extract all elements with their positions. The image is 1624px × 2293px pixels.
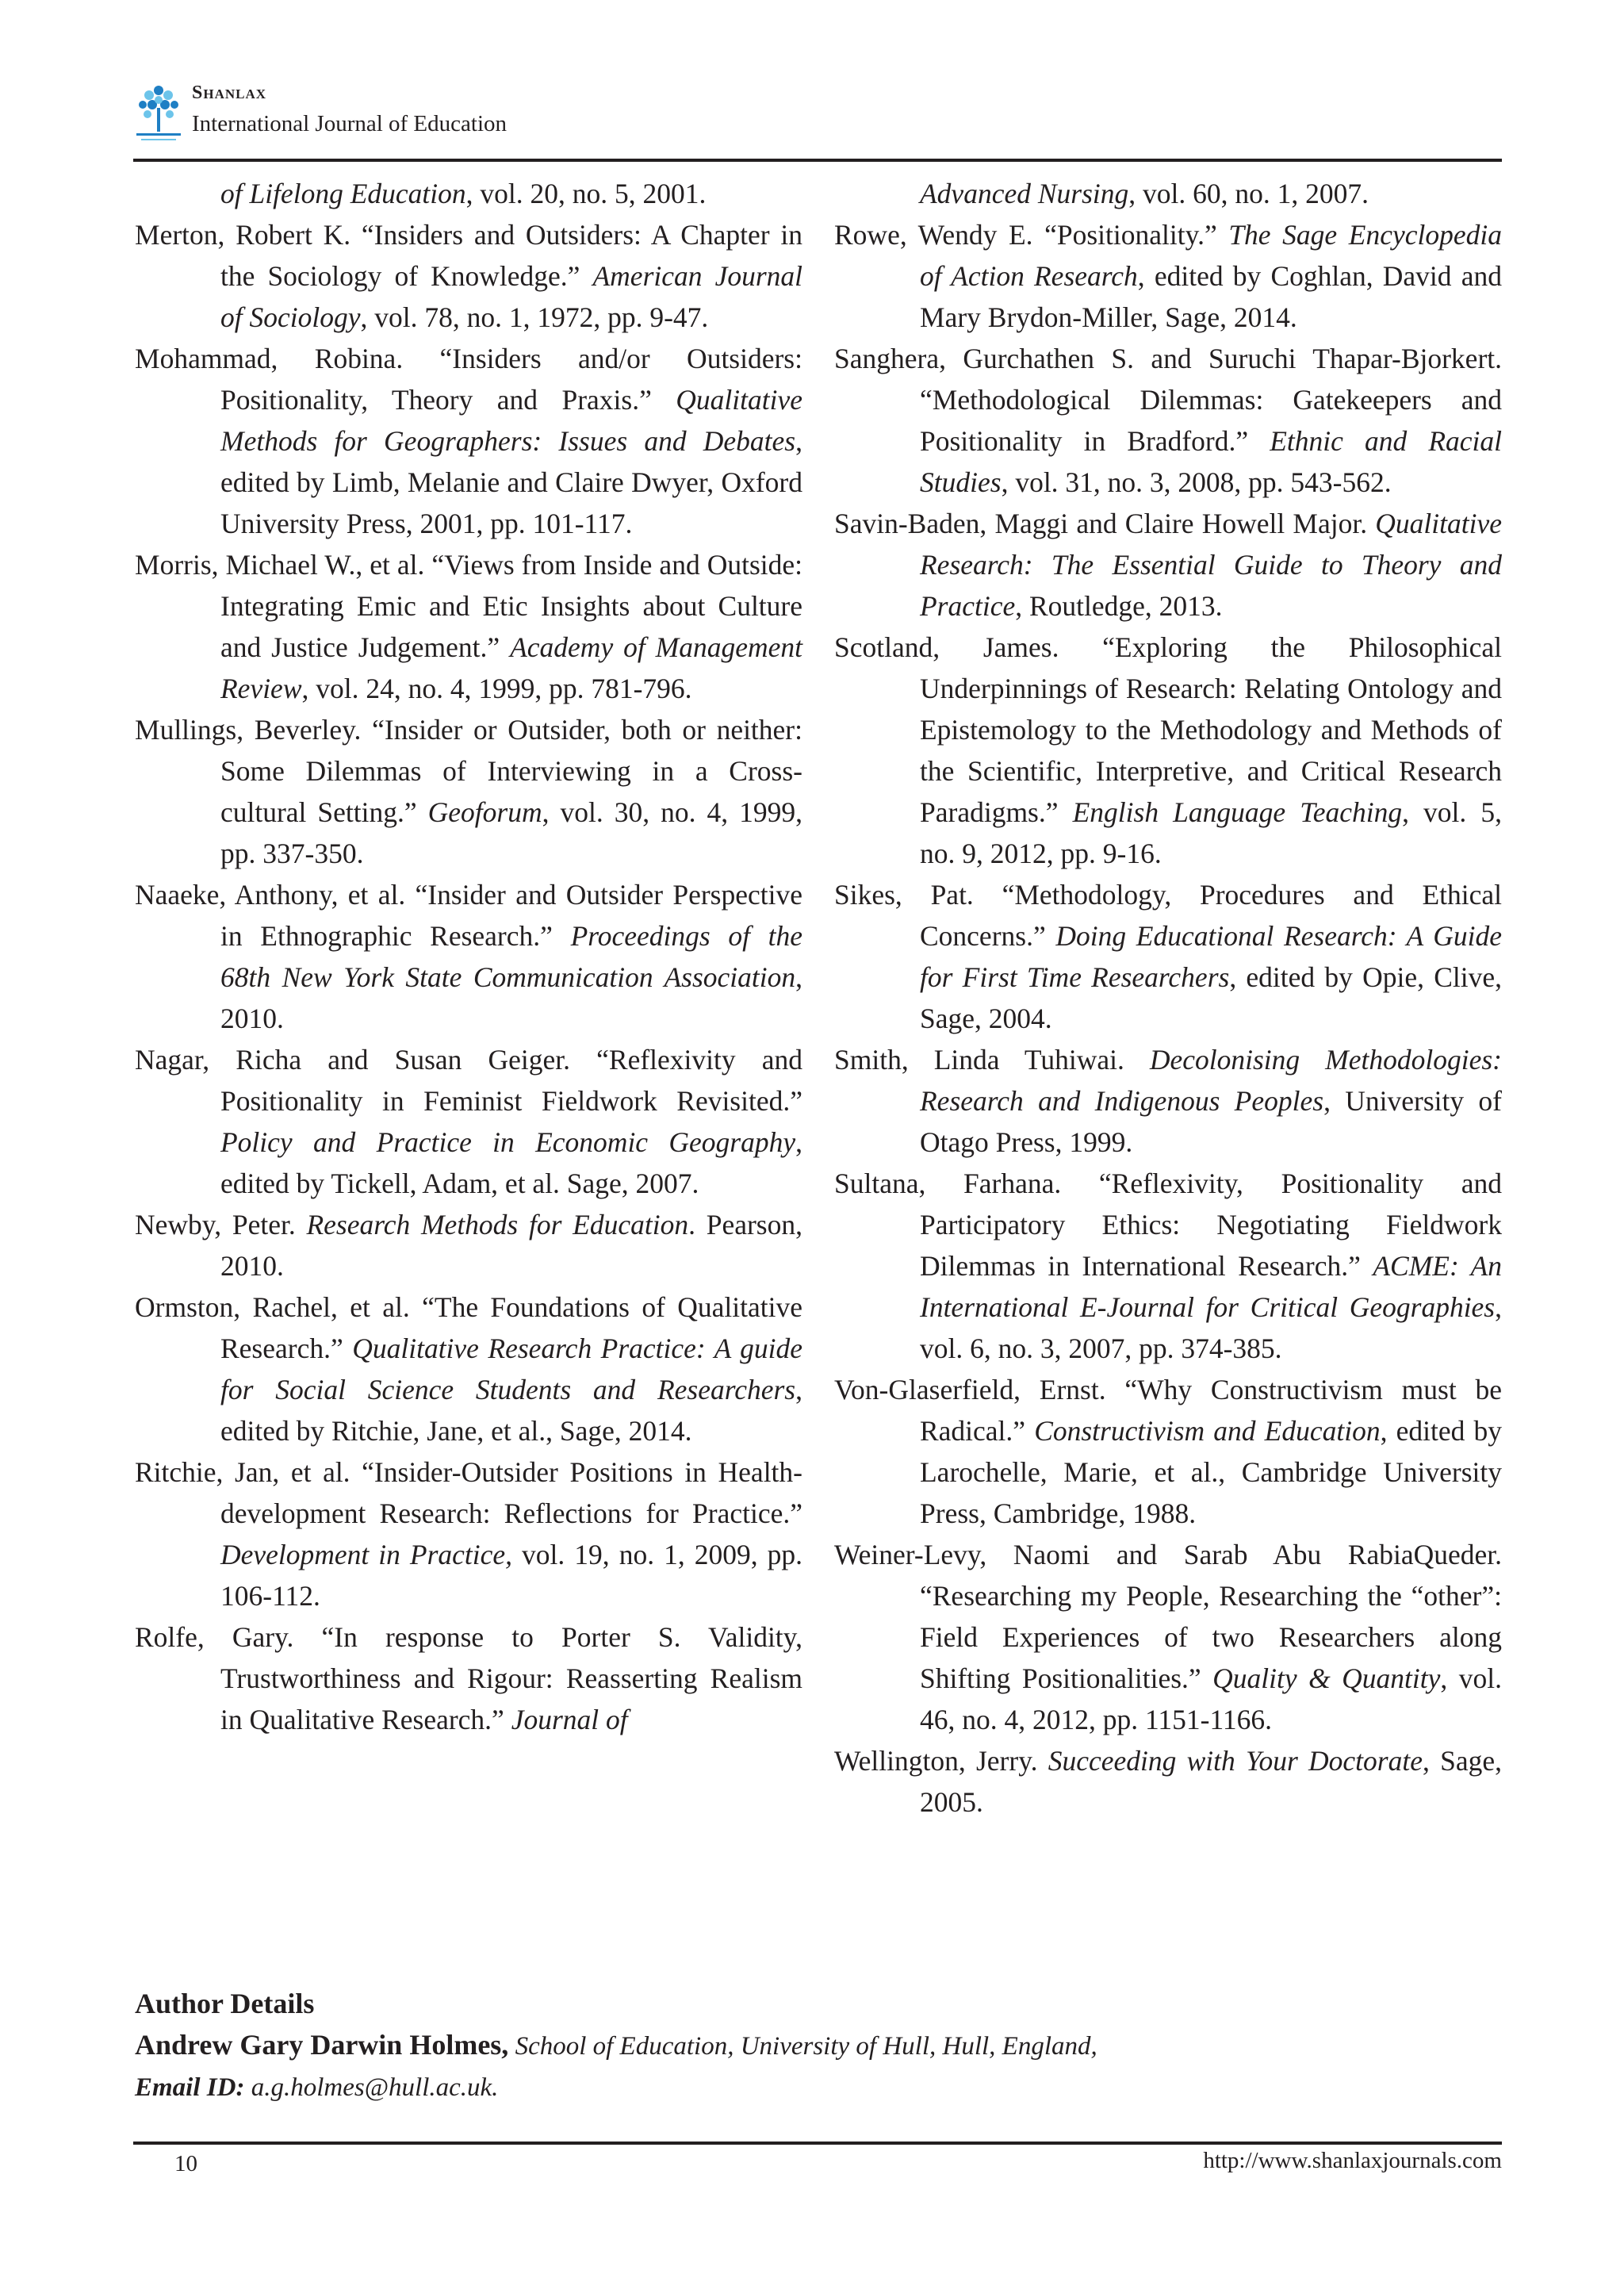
reference-entry <box>135 544 802 709</box>
journal-title: International Journal of Education <box>192 111 508 136</box>
reference-text: , edited by Opie, Clive, Sage, 2004. <box>920 961 1502 1034</box>
reference-text: Newby, Peter. <box>135 1209 307 1240</box>
reference-text: , Sage, 2005. <box>920 1745 1502 1818</box>
reference-text: , vol. 46, no. 4, 2012, pp. 1151-1166. <box>920 1662 1502 1735</box>
reference-continuation <box>834 173 1502 214</box>
reference-title: English Language Teaching <box>1072 796 1403 828</box>
reference-title: Doing Educational Research: A Guide for First Time Researchers <box>920 920 1503 993</box>
email-label: Email ID: <box>135 2073 245 2102</box>
reference-text: Morris, Michael W., et al. “Views from Inside and Outside: Integrating Emic and Etic Insights about Culture and Justice Judgement.” <box>135 549 802 663</box>
reference-text: , vol. 24, no. 4, 1999, pp. 781-796. <box>301 673 692 704</box>
reference-text: Wellington, Jerry. <box>834 1745 1048 1777</box>
journal-url-link[interactable]: http://www.shanlaxjournals.com <box>1203 2148 1502 2173</box>
reference-title: Qualitative Research: The Essential Guide to Theory and Practice <box>920 508 1502 622</box>
reference-text: Scotland, James. “Exploring the Philosophical Underpinnings of Research: Relating Ontology and Epistemology to the Methodology and Methods of the Scientific, Interpretive, and Critical Research Paradigms.” <box>834 631 1502 828</box>
reference-entry <box>834 1163 1502 1369</box>
reference-title: Decolonising Methodologies: Research and Indigenous Peoples <box>920 1044 1502 1117</box>
author-affiliation: School of Education, University of Hull, Hull, England, <box>515 2032 1097 2061</box>
reference-entry <box>135 214 802 338</box>
reference-entry <box>834 503 1502 627</box>
reference-text: Sultana, Farhana. “Reflexivity, Positionality and Participatory Ethics: Negotiating Fieldwork Dilemmas in International Research.” <box>834 1168 1502 1282</box>
author-email[interactable]: a.g.holmes@hull.ac.uk. <box>251 2073 499 2102</box>
footer-divider <box>133 2142 1502 2145</box>
reference-entry <box>834 874 1502 1039</box>
reference-title: Ethnic and Racial Studies <box>920 425 1502 498</box>
reference-entry <box>135 1204 802 1286</box>
reference-text: , University of Otago Press, 1999. <box>920 1085 1502 1158</box>
reference-text: vol. 19, no. 1, 2009, pp. 106-112. <box>220 1539 802 1612</box>
reference-text: , Routledge, 2013. <box>1015 590 1223 622</box>
reference-entry <box>135 709 802 874</box>
reference-title: Research Methods for Education <box>306 1209 689 1240</box>
reference-entry <box>834 1740 1502 1823</box>
reference-text: Ormston, Rachel, et al. “The Foundations of Qualitative Research.” <box>135 1291 802 1364</box>
reference-text: , edited by Tickell, Adam, et al. Sage, 2007. <box>220 1126 802 1199</box>
reference-entry <box>135 874 802 1039</box>
reference-text: Merton, Robert K. “Insiders and Outsiders: A Chapter in the Sociology of Knowledge.” <box>135 219 802 292</box>
reference-entry <box>135 1451 802 1616</box>
reference-title: Development in Practice, <box>220 1539 513 1570</box>
reference-entry <box>834 627 1502 874</box>
reference-text: Von-Glaserfield, Ernst. “Why Constructivism must be Radical.” <box>834 1374 1502 1447</box>
reference-entry <box>135 1616 802 1740</box>
reference-text: , vol. 5, no. 9, 2012, pp. 9-16. <box>920 796 1502 869</box>
reference-title: Geoforum <box>427 796 542 828</box>
reference-text: , vol. 78, no. 1, 1972, pp. 9-47. <box>360 301 709 333</box>
reference-text: , vol. 20, no. 5, 2001. <box>465 178 707 209</box>
reference-title: American Journal of Sociology <box>220 260 803 333</box>
reference-text: Rowe, Wendy E. “Positionality.” <box>834 219 1229 251</box>
page-header <box>133 76 1502 160</box>
reference-entry <box>834 214 1502 338</box>
reference-text: , vol. 30, no. 4, 1999, pp. 337-350. <box>220 796 802 869</box>
reference-text: Savin-Baden, Maggi and Claire Howell Major. <box>834 508 1376 539</box>
reference-title: Succeeding with Your Doctorate <box>1048 1745 1423 1777</box>
reference-title: Quality & Quantity <box>1212 1662 1441 1694</box>
reference-text: , 2010. <box>220 961 802 1034</box>
reference-entry <box>834 338 1502 503</box>
reference-title: of Lifelong Education <box>220 178 466 209</box>
reference-text: Rolfe, Gary. “In response to Porter S. Validity, Trustworthiness and Rigour: Reasserting Realism in Qualitative Research.” <box>135 1621 802 1735</box>
author-name: Andrew Gary Darwin Holmes, <box>135 2029 509 2061</box>
reference-text: Nagar, Richa and Susan Geiger. “Reflexivity and Positionality in Feminist Fieldwork Revisited.” <box>135 1044 802 1117</box>
shanlax-tree-logo-icon <box>133 81 184 146</box>
reference-entry <box>834 1369 1502 1534</box>
reference-text: , edited by Limb, Melanie and Claire Dwyer, Oxford University Press, 2001, pp. 101-117. <box>220 425 802 539</box>
reference-title: Constructivism and Education <box>1034 1415 1381 1447</box>
reference-entry <box>135 338 802 544</box>
reference-title: Policy and Practice in Economic Geography <box>220 1126 796 1158</box>
author-details <box>135 1983 1503 2108</box>
reference-text: Ritchie, Jan, et al. “Insider-Outsider Positions in Health-development Research: Reflections for Practice.” <box>135 1456 802 1529</box>
reference-text: Sikes, Pat. “Methodology, Procedures and Ethical Concerns.” <box>834 879 1502 952</box>
page-number: 10 <box>174 2151 197 2176</box>
reference-continuation <box>135 173 802 214</box>
reference-title: Advanced Nursing <box>920 178 1129 209</box>
reference-text: , vol. 6, no. 3, 2007, pp. 374-385. <box>920 1291 1502 1364</box>
reference-title: Qualitative Research Practice: A guide for Social Science Students and Researchers <box>220 1332 802 1405</box>
reference-text: Sanghera, Gurchathen S. and Suruchi Thapar-Bjorkert. “Methodological Dilemmas: Gatekeepers and Positionality in Bradford.” <box>834 343 1502 457</box>
author-line <box>135 2024 1503 2067</box>
reference-entry <box>135 1039 802 1204</box>
reference-entry <box>135 1286 802 1451</box>
reference-entry <box>834 1534 1502 1740</box>
header-divider <box>133 159 1502 162</box>
references-column-right <box>834 173 1502 1823</box>
reference-title: Journal of <box>511 1704 628 1735</box>
reference-entry <box>834 1039 1502 1163</box>
reference-text: , edited by Coghlan, David and Mary Brydon-Miller, Sage, 2014. <box>920 260 1502 333</box>
reference-text: Mohammad, Robina. “Insiders and/or Outsiders: Positionality, Theory and Praxis.” <box>135 343 802 416</box>
reference-text: Naaeke, Anthony, et al. “Insider and Outsider Perspective in Ethnographic Research.” <box>135 879 802 952</box>
reference-title: Academy of Management Review <box>220 631 803 704</box>
references-column-left <box>135 173 802 1740</box>
reference-title: ACME: An International E-Journal for Critical Geographies <box>920 1250 1502 1323</box>
reference-text: Smith, Linda Tuhiwai. <box>834 1044 1150 1076</box>
reference-title: The Sage Encyclopedia of Action Research <box>920 219 1502 292</box>
reference-text: , vol. 60, no. 1, 2007. <box>1128 178 1369 209</box>
reference-text: Weiner-Levy, Naomi and Sarab Abu RabiaQueder. “Researching my People, Researching the “other”: Field Experiences of two Researchers along Shifting Positionalities.” <box>834 1539 1502 1694</box>
reference-text: , vol. 31, no. 3, 2008, pp. 543-562. <box>1001 466 1392 498</box>
reference-text: Mullings, Beverley. “Insider or Outsider, both or neither: Some Dilemmas of Interviewing in a Cross-cultural Setting.” <box>135 714 802 828</box>
publisher-brand: Shanlax <box>192 82 267 103</box>
reference-title: Proceedings of the 68th New York State Communication Association <box>220 920 802 993</box>
author-email-line <box>135 2067 1503 2108</box>
reference-text: . Pearson, 2010. <box>220 1209 802 1282</box>
reference-text: , edited by Larochelle, Marie, et al., Cambridge University Press, Cambridge, 1988. <box>920 1415 1502 1529</box>
reference-title: Qualitative Methods for Geographers: Issues and Debates <box>220 384 802 457</box>
reference-text: , edited by Ritchie, Jane, et al., Sage, 2014. <box>220 1374 802 1447</box>
author-details-heading: Author Details <box>135 1988 315 2019</box>
